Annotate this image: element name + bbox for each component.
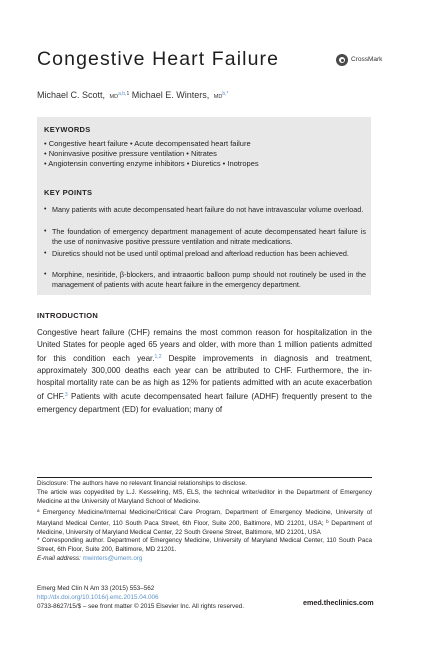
affiliations-note <box>37 507 372 538</box>
email-link[interactable]: mwinters@umem.org <box>82 555 143 563</box>
crossmark-label: CrossMark <box>351 56 383 63</box>
intro-text: Despite improvements in diagnosis and treatment, approximately 300,000 deaths each year can be attributed to CHF. Furthermore, the in-hospital mortality rate can be as high as 12% for patients admitted with an acute exacerbation of CHF. <box>37 354 372 402</box>
key-point-text: Many patients with acute decompensated heart failure do not have intravascular volume overload. <box>52 205 364 214</box>
copyright-line: 0733-8627/15/$ – see front matter © 2015 Elsevier Inc. All rights reserved. <box>37 602 244 610</box>
key-point-item <box>44 270 366 290</box>
article-title: Congestive Heart Failure <box>37 48 280 70</box>
bullet-icon: • <box>44 271 47 278</box>
reference-link[interactable]: 3 <box>64 392 68 399</box>
key-point-text: The foundation of emergency department management of acute decompensated heart failure is the use of noninvasive positive pressure ventilation and nitrate medications. <box>52 227 366 246</box>
keywords-keypoints-box <box>37 117 371 295</box>
affiliation-b: Department of Medicine, University of Maryland Medical Center, 22 South Greene Street, Baltimore, MD 21201, USA <box>37 519 372 536</box>
email-line <box>37 555 372 564</box>
corresponding-author-note: * Corresponding author. Department of Emergency Medicine, University of Maryland Medical Center, 110 South Paca Street, 6th Floor, Suite 200, Baltimore, MD 21201. <box>37 537 372 554</box>
intro-text: Patients with acute decompensated heart failure (ADHF) frequently present to the emergency department (ED) for evaluation; many of <box>37 392 373 414</box>
introduction-heading: INTRODUCTION <box>37 311 99 320</box>
footnote-divider <box>37 477 372 478</box>
reference-link[interactable]: 1,2 <box>154 354 162 361</box>
author-1-star-mark: 1 <box>126 91 130 97</box>
keyword-line: • Angiotensin converting enzyme inhibitors • Diuretics • Inotropes <box>44 159 259 168</box>
keywords-heading: KEYWORDS <box>44 125 91 134</box>
intro-text: Congestive heart failure (CHF) remains the most common reason for hospitalization in the United States for people aged 65 years and older, with more than 1 million patients admitted for this condition each year. <box>37 328 372 364</box>
key-point-item <box>44 249 366 259</box>
crossmark-icon <box>336 54 348 66</box>
journal-website[interactable]: emed.theclinics.com <box>303 598 374 607</box>
author-2-degree: MD <box>213 94 223 100</box>
keyword-line: • Noninvasive positive pressure ventilation • Nitrates <box>44 149 217 158</box>
keyword-line: • Congestive heart failure • Acute decompensated heart failure <box>44 139 251 148</box>
bullet-icon: • <box>44 228 47 235</box>
author-1-affiliation-mark[interactable]: a,b, <box>118 91 127 97</box>
author-1-name: Michael C. Scott, <box>37 90 106 100</box>
key-points-heading: KEY POINTS <box>44 188 93 197</box>
introduction-paragraph <box>37 327 372 416</box>
affiliation-b-mark: b <box>326 518 329 524</box>
disclosure-note: Disclosure: The authors have no relevant financial relationships to disclose. <box>37 480 247 487</box>
author-2-affiliation-mark[interactable]: b,* <box>222 91 229 97</box>
author-1-degree: MD <box>109 94 119 100</box>
footnotes <box>37 480 372 564</box>
author-2-name: Michael E. Winters, <box>131 90 210 100</box>
affiliation-a-mark: a <box>37 507 40 513</box>
doi-link[interactable]: http://dx.doi.org/10.1016/j.emc.2015.04.006 <box>37 593 159 601</box>
key-point-text: Diuretics should not be used until optimal preload and afterload reduction has been achieved. <box>52 249 349 258</box>
bullet-icon: • <box>44 250 47 257</box>
key-point-item <box>44 227 366 247</box>
journal-citation: Emerg Med Clin N Am 33 (2015) 553–562 <box>37 585 155 592</box>
bullet-icon: • <box>44 206 47 213</box>
email-label: E-mail address: <box>37 555 81 563</box>
affiliation-a: Emergency Medicine/Internal Medicine/Critical Care Program, Department of Emergency Medicine, University of Maryland Medical Center, 110 South Paca Street, 6th Floor, Suite 200, Baltimore, MD 21201, USA; <box>37 508 372 527</box>
copyedit-note: The article was copyedited by L.J. Kesselring, MS, ELS, the technical writer/editor in the Department of Emergency Medicine at the University of Maryland School of Medicine. <box>37 488 372 505</box>
author-line <box>37 90 228 100</box>
key-point-text: Morphine, nesiritide, β-blockers, and intraaortic balloon pump should not routinely be used in the management of patients with acute heart failure in the emergency department. <box>52 270 366 289</box>
crossmark-badge[interactable] <box>336 53 392 67</box>
key-point-item <box>44 205 366 215</box>
